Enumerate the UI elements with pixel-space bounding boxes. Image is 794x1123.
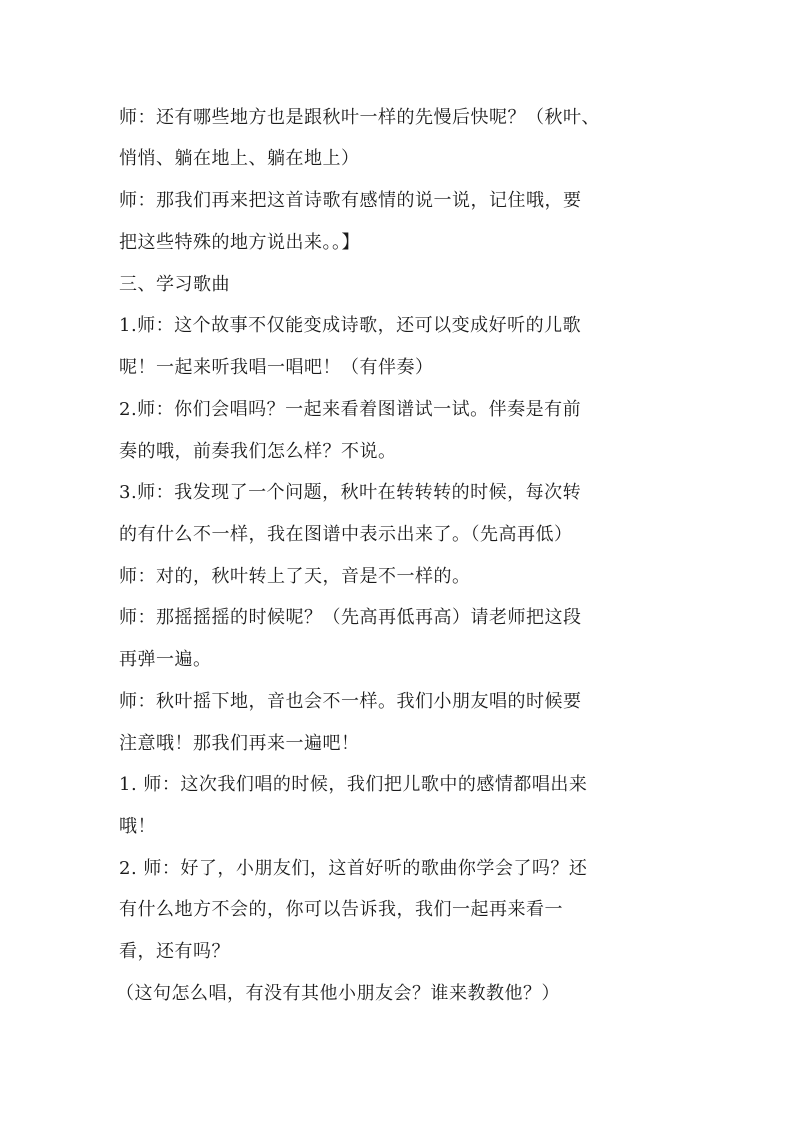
text-line: 师：那我们再来把这首诗歌有感情的说一说，记住哦，要 [119, 190, 582, 211]
text-line: 呢！一起来听我唱一唱吧！（有伴奏） [119, 357, 434, 378]
text-line: 奏的哦，前奏我们怎么样？不说。 [119, 441, 397, 462]
text-line: 2.师：你们会唱吗？一起来看着图谱试一试。伴奏是有前 [119, 399, 582, 420]
text-line: 把这些特殊的地方说出来。。】 [119, 232, 360, 253]
text-line: 1. 师：这次我们唱的时候，我们把儿歌中的感情都唱出来 [119, 774, 588, 795]
text-line: （这句怎么唱，有没有其他小朋友会？谁来教教他？） [116, 983, 560, 1004]
text-line: 师：秋叶摇下地，音也会不一样。我们小朋友唱的时候要 [119, 691, 582, 712]
text-line: 悄悄、躺在地上、躺在地上） [119, 148, 360, 169]
text-line: 有什么地方不会的，你可以告诉我，我们一起再来看一 [119, 899, 563, 920]
text-line: 再弹一遍。 [119, 649, 212, 670]
text-line: 哦！ [119, 816, 156, 837]
text-line: 师：对的，秋叶转上了天，音是不一样的。 [119, 566, 471, 587]
text-line: 师：还有哪些地方也是跟秋叶一样的先慢后快呢？（秋叶、 [119, 107, 600, 128]
text-line: 3.师：我发现了一个问题，秋叶在转转转的时候，每次转 [119, 482, 582, 503]
section-heading: 三、学习歌曲 [119, 274, 230, 295]
text-line: 的有什么不一样，我在图谱中表示出来了。（先高再低） [119, 524, 573, 545]
text-line: 师：那摇摇摇的时候呢？（先高再低再高）请老师把这段 [119, 607, 582, 628]
text-line: 注意哦！那我们再来一遍吧！ [119, 733, 360, 754]
text-line: 看，还有吗？ [119, 941, 230, 962]
text-line: 1.师：这个故事不仅能变成诗歌，还可以变成好听的儿歌 [119, 315, 582, 336]
text-line: 2. 师：好了，小朋友们，这首好听的歌曲你学会了吗？还 [119, 858, 588, 879]
